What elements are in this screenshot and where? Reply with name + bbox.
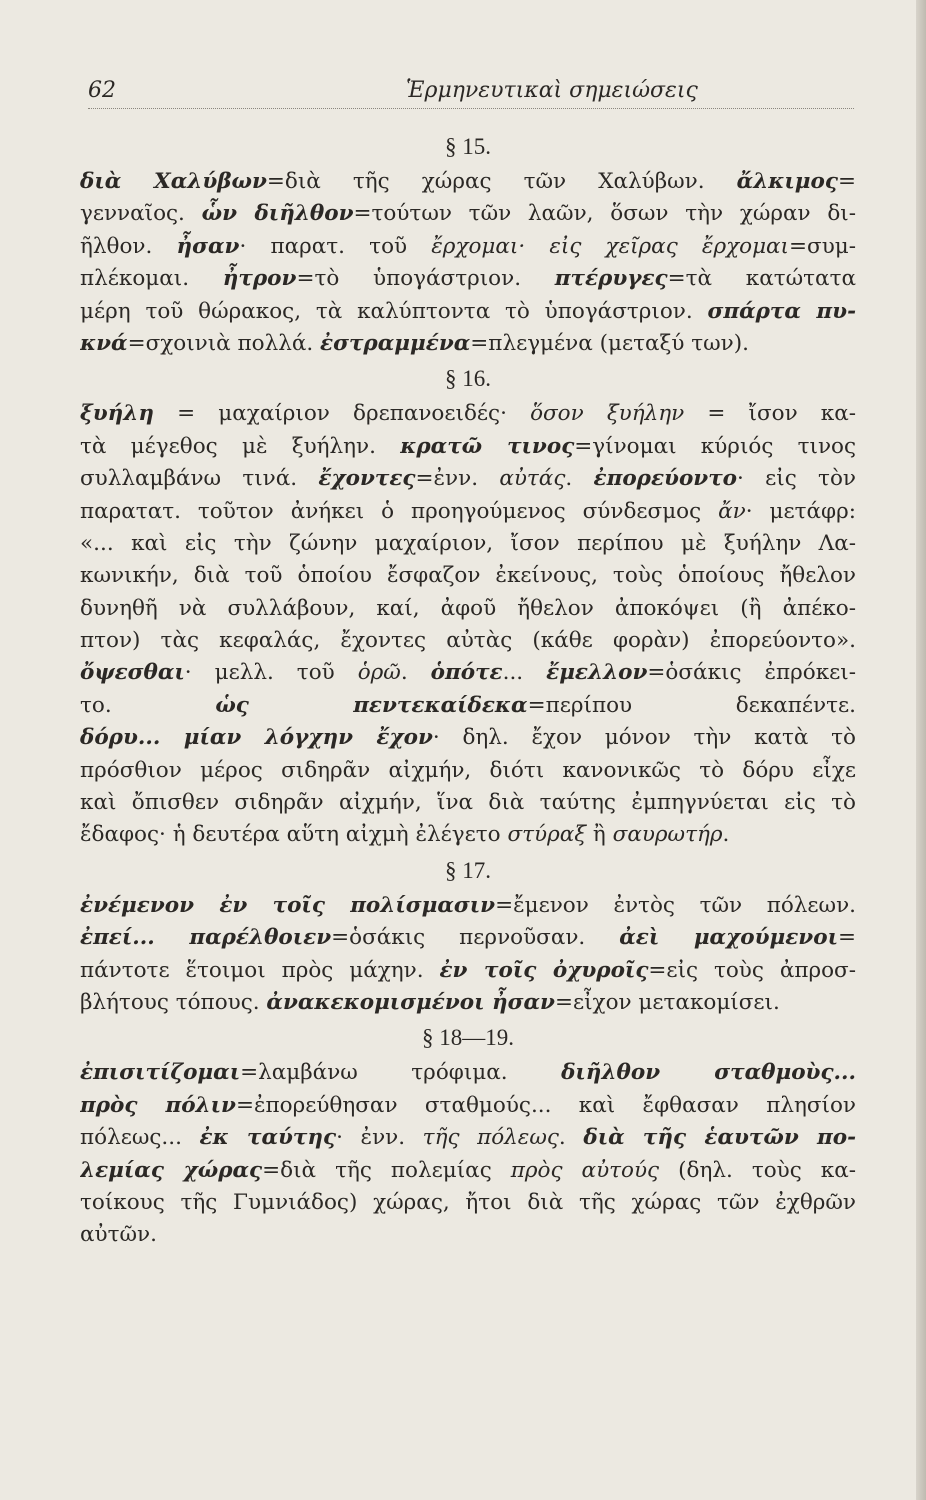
lemma: διὰ τῆς ἑαυτῶν πο- bbox=[583, 1125, 856, 1151]
body-text bbox=[80, 128, 856, 1252]
lemma: διῆλθον σταθμοὺς... bbox=[561, 1060, 856, 1086]
gloss-text: · παρατ. τοῦ bbox=[239, 233, 432, 259]
gloss-text: =πλεγμένα (μεταξύ των). bbox=[470, 330, 749, 356]
gloss-text: βλήτους τόπους. bbox=[80, 989, 267, 1015]
text-line bbox=[80, 593, 856, 625]
lemma: διὰ Χαλύβων bbox=[80, 169, 267, 194]
lemma: λεμίας χώρας bbox=[80, 1157, 263, 1183]
gloss-text: γενναῖος. bbox=[80, 201, 202, 227]
text-line bbox=[80, 657, 856, 689]
lemma: σπάρτα πυ- bbox=[707, 298, 856, 324]
lemma: ἔμελλον bbox=[546, 660, 648, 686]
lemma: ἔχοντες bbox=[318, 466, 416, 492]
gloss-text: . bbox=[565, 466, 594, 492]
text-line bbox=[80, 231, 856, 263]
gloss-text: =γίνομαι κύριός τινος bbox=[574, 433, 856, 459]
gloss-text: κωνικήν, διὰ τοῦ ὁποίου ἔσφαζον ἐκείνους, τοὺς ὁποίους ἤθελον bbox=[80, 563, 856, 589]
italic-term: στύραξ bbox=[507, 822, 587, 848]
lemma: κνά bbox=[80, 330, 128, 356]
lemma: ἐπισιτίζομαι bbox=[80, 1060, 241, 1086]
gloss-text: · μετάφρ: bbox=[745, 498, 856, 524]
lemma: δόρυ... μίαν λόγχην ἔχον bbox=[80, 725, 433, 751]
lemma: ἦτρον bbox=[222, 266, 297, 292]
text-line bbox=[80, 1090, 856, 1122]
gloss-text: · ἐνν. bbox=[336, 1125, 423, 1151]
gloss-text: πόλεως... bbox=[80, 1125, 200, 1151]
gloss-text: = ἴσον κα- bbox=[684, 401, 856, 427]
gloss-text: καὶ ὄπισθεν σιδηρᾶν αἰχμήν, ἵνα διὰ ταύτης ἐμπηγνύεται εἰς τὸ bbox=[80, 790, 856, 816]
running-title: Ἑρμηνευτικαὶ σημειώσεις bbox=[406, 78, 698, 103]
gloss-text: ἢ bbox=[586, 822, 613, 848]
gloss-text: =τὸ ὑπογάστριον. bbox=[296, 266, 555, 292]
italic-term: ἔρχομαι· εἰς χεῖρας ἔρχομαι bbox=[431, 233, 789, 259]
lemma: ἀνακεκομισμένοι ἦσαν bbox=[266, 989, 555, 1015]
text-line bbox=[80, 1187, 856, 1219]
gloss-text: πρόσθιον μέρος σιδηρᾶν αἰχμήν, διότι κανονικῶς τὸ δόρυ εἶχε bbox=[80, 757, 856, 783]
text-line bbox=[80, 496, 856, 528]
gloss-text: =εἰς τοὺς ἀπροσ- bbox=[648, 957, 856, 983]
text-line bbox=[80, 625, 856, 657]
text-line bbox=[80, 1057, 856, 1089]
text-line bbox=[80, 528, 856, 560]
gloss-text: =τὰ κατώτατα bbox=[667, 266, 856, 292]
lemma: ὧν διῆλθον bbox=[201, 201, 354, 227]
lemma: ἐπορεύοντο bbox=[593, 466, 738, 492]
gloss-text: =ἐπορεύθησαν σταθμούς... καὶ ἔφθασαν πλησίον bbox=[235, 1092, 856, 1118]
lemma: ἦσαν bbox=[176, 233, 240, 259]
gloss-text: =ὁσάκις ἐπρόκει- bbox=[647, 660, 856, 686]
lemma: ἐν τοῖς ὀχυροῖς bbox=[439, 957, 649, 983]
gloss-text: · εἰς τὸν bbox=[737, 466, 856, 492]
italic-term: ὅσον ξυήλην bbox=[530, 401, 685, 427]
gloss-text: =τούτων τῶν λαῶν, ὅσων τὴν χώραν δι- bbox=[353, 201, 856, 227]
section-heading: § 15. bbox=[445, 134, 491, 159]
text-line bbox=[80, 922, 856, 954]
gloss-text: «... καὶ εἰς τὴν ζώνην μαχαίριον, ἴσον περίπου μὲ ξυήλην Λα- bbox=[80, 530, 856, 556]
gloss-text: =συμ- bbox=[789, 233, 856, 259]
gloss-text: =σχοινιὰ πολλά. bbox=[127, 330, 321, 356]
text-line bbox=[80, 431, 856, 463]
gloss-text: =περίπου δεκαπέντε. bbox=[527, 692, 856, 718]
text-line bbox=[80, 463, 856, 495]
book-spine-edge bbox=[916, 0, 926, 1500]
gloss-text: δυνηθῆ νὰ συλλάβουν, καί, ἀφοῦ ἤθελον ἀποκόψει (ἢ ἀπέκο- bbox=[80, 595, 856, 621]
lemma: ξυήλη bbox=[80, 401, 154, 427]
gloss-text: =ἐνν. bbox=[415, 466, 500, 492]
gloss-text: =ἔμενον ἐντὸς τῶν πόλεων. bbox=[495, 892, 856, 918]
text-line bbox=[80, 1219, 856, 1251]
lemma: ὁπότε bbox=[430, 660, 503, 686]
text-line bbox=[80, 328, 856, 360]
text-line bbox=[80, 955, 856, 987]
text-line bbox=[80, 755, 856, 787]
gloss-text: = bbox=[837, 169, 856, 194]
text-line bbox=[80, 890, 856, 922]
gloss-text: =ὁσάκις περνοῦσαν. bbox=[331, 925, 620, 951]
lemma: ἐνέμενον ἐν τοῖς πολίσμασιν bbox=[80, 892, 496, 918]
section-heading: § 18—19. bbox=[422, 1025, 514, 1051]
gloss-text: τοίκους τῆς Γυμνιάδος) χώρας, ἤτοι διὰ τῆς χώρας τῶν ἐχθρῶν bbox=[80, 1189, 856, 1215]
text-line bbox=[80, 690, 856, 722]
lemma: ὡς πεντεκαίδεκα bbox=[215, 692, 528, 718]
gloss-text: αὐτῶν. bbox=[80, 1222, 157, 1248]
gloss-text: . bbox=[722, 822, 730, 848]
text-line bbox=[80, 263, 856, 295]
gloss-text: = bbox=[837, 925, 856, 951]
gloss-text: ῆλθον. bbox=[80, 233, 177, 259]
gloss-text: =εἶχον μετακομίσει. bbox=[554, 989, 780, 1015]
gloss-text: · δηλ. ἔχον μόνον τὴν κατὰ τὸ bbox=[432, 725, 856, 751]
text-line bbox=[80, 560, 856, 592]
gloss-text: =διὰ τῆς χώρας τῶν Χαλύβων. bbox=[266, 169, 737, 194]
gloss-text: . bbox=[558, 1125, 584, 1151]
section-heading: § 17. bbox=[445, 857, 491, 883]
text-line bbox=[80, 722, 856, 754]
gloss-text: συλλαμβάνω τινά. bbox=[80, 466, 319, 492]
italic-term: ὁρῶ bbox=[357, 660, 401, 686]
gloss-text: πτον) τὰς κεφαλάς, ἔχοντες αὐτὰς (κάθε φορὰν) ἐπορεύοντο». bbox=[80, 628, 856, 654]
text-line bbox=[80, 198, 856, 230]
gloss-text: τὰ μέγεθος μὲ ξυήλην. bbox=[80, 433, 401, 459]
section-heading: § 16. bbox=[445, 366, 491, 392]
page-header bbox=[88, 78, 854, 109]
gloss-text: (δηλ. τοὺς κα- bbox=[659, 1157, 856, 1183]
text-line bbox=[80, 787, 856, 819]
text-line bbox=[80, 987, 856, 1019]
gloss-text: πάντοτε ἕτοιμοι πρὸς μάχην. bbox=[80, 957, 440, 983]
text-line bbox=[80, 166, 856, 198]
italic-term: σαυρωτήρ bbox=[612, 822, 723, 848]
gloss-text: μέρη τοῦ θώρακος, τὰ καλύπτοντα τὸ ὑπογάστριον. bbox=[80, 298, 708, 324]
gloss-text: = μαχαίριον δρεπανοειδές· bbox=[154, 401, 531, 427]
lemma: ἐστραμμένα bbox=[320, 330, 471, 356]
gloss-text: . bbox=[400, 660, 431, 686]
text-line bbox=[80, 1155, 856, 1187]
text-line bbox=[80, 1122, 856, 1154]
lemma: ἐπεί... παρέλθοιεν bbox=[80, 925, 332, 951]
lemma: πρὸς πόλιν bbox=[80, 1092, 236, 1118]
italic-term: πρὸς αὐτούς bbox=[510, 1157, 660, 1183]
italic-term: αὐτάς bbox=[499, 466, 566, 492]
gloss-text: παρατατ. τοῦτον ἀνήκει ὁ προηγούμενος σύνδεσμος bbox=[80, 498, 719, 524]
gloss-text: ... bbox=[502, 660, 547, 686]
text-line bbox=[80, 819, 856, 851]
page-number: 62 bbox=[88, 78, 116, 103]
lemma: πτέρυγες bbox=[554, 266, 668, 292]
gloss-text: =διὰ τῆς πολεμίας bbox=[262, 1157, 511, 1183]
gloss-text: το. bbox=[80, 692, 216, 718]
gloss-text: =λαμβάνω τρόφιμα. bbox=[240, 1060, 562, 1086]
lemma: ἐκ ταύτης bbox=[199, 1125, 337, 1151]
lemma: κρατῶ τινος bbox=[400, 433, 575, 459]
lemma: ἀεὶ μαχούμενοι bbox=[619, 925, 838, 951]
italic-term: ἄν bbox=[718, 498, 746, 524]
text-line bbox=[80, 398, 856, 430]
lemma: ὄψεσθαι bbox=[80, 660, 185, 686]
gloss-text: · μελλ. τοῦ bbox=[184, 660, 358, 686]
gloss-text: ἔδαφος· ἡ δευτέρα αὕτη αἰχμὴ ἐλέγετο bbox=[80, 822, 508, 848]
gloss-text: πλέκομαι. bbox=[80, 266, 223, 292]
italic-term: τῆς πόλεως bbox=[422, 1125, 559, 1151]
text-line bbox=[80, 296, 856, 328]
lemma: ἄλκιμος bbox=[736, 169, 838, 194]
